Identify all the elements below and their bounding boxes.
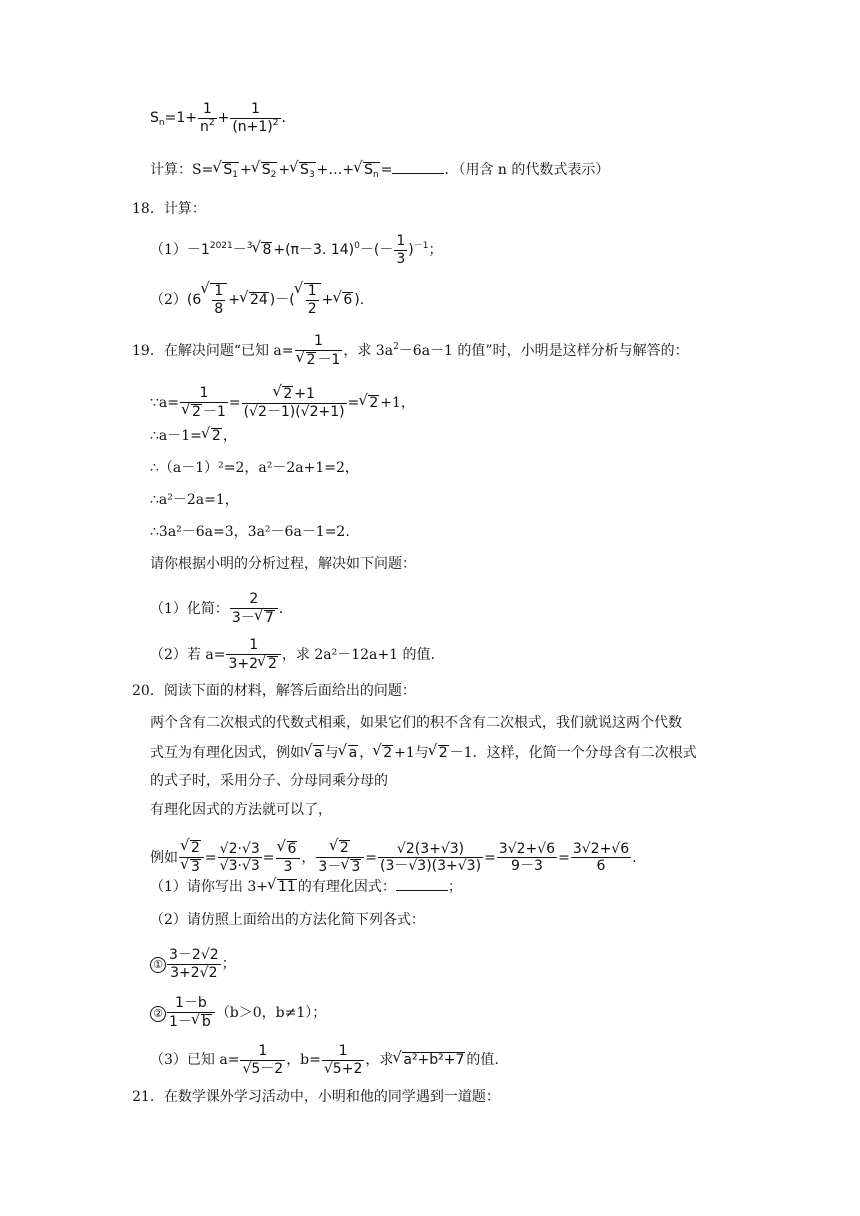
q19-s1-tail: +1， — [380, 395, 415, 412]
q19-intro-sup: 2 — [393, 342, 399, 353]
q20-part1 — [150, 879, 462, 895]
q20-p1-sqrt11: √ 11 — [268, 879, 297, 895]
q19-s1-sqrt2: √ 2 — [359, 395, 379, 411]
q20-line4: 有理化因式的方法就可以了， — [150, 802, 332, 818]
calc-tail: ．（用含 n 的代数式表示） — [444, 162, 610, 178]
q20-l2-sqrt-a2: √ a — [339, 745, 359, 761]
q20-item2 — [150, 996, 326, 1030]
q18-p1-tail: －(－ — [359, 242, 394, 259]
q19-step4: ∴a²－2a=1， — [150, 492, 239, 508]
q19-s2-sqrt2: √ 2 — [202, 428, 222, 444]
q20-l2-sqrt2-a: √ 2 — [373, 745, 393, 761]
sqrt-sn: √ $S_n$ — [354, 162, 380, 178]
q20-line1: 两个含有二次根式的代数式相乘，如果它们的积不含有二次根式，我们就说这两个代数 — [150, 715, 682, 731]
q18-p1-pi-sup: 0 — [354, 241, 360, 252]
q20-ex-frac-d: √ $\frac{2}{3-√ 3}$ — [316, 840, 364, 876]
q20-p3-sqrt: √ a²+b²+7 — [393, 1052, 465, 1068]
q19-part2 — [150, 638, 435, 672]
q20-ex-frac-c: √ $\frac{6}{3}$ — [276, 841, 301, 875]
q20-part3 — [150, 1044, 499, 1076]
q18-p2-end: ). — [354, 292, 365, 309]
q20-line2 — [150, 745, 697, 761]
q18-p1-close-sup: －1 — [413, 241, 429, 252]
sqrt-s2: √ $S_2$ — [252, 162, 278, 178]
q20-l2-sqrt-a1: √ a — [304, 745, 324, 761]
q19-p2-tail: ，求 2a²－12a+1 的值. — [281, 647, 435, 664]
q20-p3-frac-a: $\frac{1}{√5-2}$ — [242, 1043, 284, 1077]
q20-item2-end: （b＞0，b≠1）； — [215, 1005, 327, 1022]
q19-p1-end: . — [278, 601, 284, 618]
q20-l2-c: ， — [359, 745, 374, 761]
q19-s1-eq2: = — [347, 395, 360, 412]
q19-part1 — [150, 592, 283, 626]
q18-part2: （2）(6 √ $\frac{1}{8}$ +√ 24 )－( √ $\frac{1}{2}$ +√ 6 ). — [150, 283, 364, 316]
q19-p1-frac: $\frac{2}{3-√ 7}$ — [230, 592, 278, 626]
q20-p1-end: ； — [447, 879, 462, 895]
q18-p2-sqrt-frac1: √ $\frac{1}{8}$ — [201, 283, 227, 316]
q19-p2-label: （2）若 a= — [150, 647, 226, 664]
sn-frac-1-den-sup: 2 — [208, 117, 215, 128]
q20-l2-e: －1．这样，化简一个分母含有二次根式 — [449, 745, 697, 761]
q21-title: 21．在数学课外学习活动中，小明和他的同学遇到一道题： — [132, 1089, 500, 1105]
sn-frac-1-den — [198, 119, 217, 135]
sn-eq: =1+ — [164, 110, 197, 127]
sn-formula — [150, 102, 286, 134]
q18-p1-sup: 2021 — [209, 241, 233, 252]
q20-item1 — [150, 948, 236, 980]
q20-title: 20．阅读下面的材料，解答后面给出的问题： — [132, 683, 416, 699]
q20-item2-frac: $\frac{1-b}{1-√ b}$ — [167, 996, 215, 1030]
q19-intro-c: －6a－1 的值”时，小明是这样分析与解答的： — [398, 343, 689, 360]
sqrt-s1: √ $S_1$ — [213, 162, 239, 178]
q18-p2-label: （2） — [150, 292, 187, 309]
q18-p1-cbrt-index: 3 — [246, 241, 253, 252]
q20-ex-frac-a: √ 2 √ 3 — [179, 840, 204, 876]
sn-sub: n — [158, 118, 165, 129]
q19-ask: 请你根据小明的分析过程，解决如下问题： — [150, 556, 416, 572]
q18-p1-frac: $\frac{1}{3}$ — [396, 233, 406, 267]
q20-item1-end: ； — [221, 956, 236, 973]
q19-s1-frac2: √ $\frac{2 +1}{(√2-1)(√2+1)}$ — [242, 386, 347, 420]
q20-l2-sqrt2-b: √ 2 — [429, 745, 449, 761]
q18-p1-end: ； — [428, 242, 443, 259]
circled-1: ① — [150, 957, 166, 973]
q20-l2-d: +1与 — [394, 745, 429, 761]
q18-p1-cbrt: √ 8 — [252, 242, 272, 258]
q20-line3: 的式子时，采用分子、分母同乘分母的 — [150, 773, 388, 789]
q18-p2-sqrt6: √ 6 — [333, 292, 353, 308]
q20-p1-a: （1）请你写出 3+ — [150, 879, 268, 895]
sn-frac-2-den — [230, 119, 280, 135]
q19-step5: ∴3a²－6a=3，3a²－6a－1=2. — [150, 524, 350, 540]
calc-line: 计算：S=√ $S_1$ +√ $S_2$ +√ $S_3$ +…+√ $S_n$ = ．（用含 n 的代数式表示） — [150, 162, 609, 178]
q19-intro-frac: 1 √ 2 －1 — [295, 334, 343, 368]
q19-intro-a: 19．在解决问题“已知 a= — [132, 343, 294, 360]
q18-p2-sqrt24: √ 24 — [240, 292, 269, 308]
q19-s1-frac1: 1 √ 2 －1 — [180, 386, 228, 420]
q18-p1-mid: － — [232, 242, 247, 259]
q18-p2-sqrt-frac2: √ $\frac{1}{2}$ — [295, 283, 321, 316]
q20-p1-b: 的有理化因式： — [297, 879, 396, 895]
q18-p2-plus: + — [228, 292, 240, 309]
sn-frac-1 — [198, 102, 217, 134]
q18-title: 18．计算： — [132, 201, 206, 217]
q18-p1-pi: +(π－3. 14) — [273, 242, 355, 259]
q18-p1-expr: －1 — [186, 242, 210, 259]
q20-ex-lead: 例如 — [150, 849, 178, 866]
q20-ex-frac-e: $\frac{√2(3+√3)}{(3-√3)(3+√3)}$ — [380, 840, 482, 875]
q19-step3: ∴（a－1）²=2，a²－2a+1=2， — [150, 460, 359, 476]
answer-blank-q20[interactable] — [396, 890, 448, 891]
q20-p3-b: ，b= — [286, 1052, 321, 1069]
q20-l2-and: 与 — [324, 745, 339, 761]
sn-frac-2-den-sup: 2 — [272, 117, 279, 128]
q19-s1-a: ∵a= — [150, 395, 179, 412]
sn-frac-1-num: 1 — [198, 102, 217, 119]
q20-part2: （2）请仿照上面给出的方法化简下列各式： — [150, 912, 425, 928]
sn-symbol: S — [150, 110, 159, 127]
q20-p3-a: （3）已知 a= — [150, 1052, 240, 1069]
sn-period: . — [281, 110, 286, 127]
q20-ex-frac-g: $\frac{3√2+√6}{6}$ — [572, 840, 630, 875]
q19-p2-frac: $\frac{1}{3+2√ 2}$ — [226, 638, 280, 672]
q19-intro — [132, 334, 689, 368]
sn-frac-2-num: 1 — [230, 102, 280, 119]
q19-s2-end: ， — [222, 428, 237, 444]
q19-step1 — [150, 386, 415, 420]
q20-ex-frac-b: $\frac{√2\cdot√3}{√3\cdot√3}$ — [219, 840, 260, 875]
q20-p3-c: ，求 — [365, 1052, 394, 1069]
sn-frac-2 — [230, 102, 280, 134]
sn-plus: + — [217, 110, 230, 127]
sn-frac-1-den-base: n — [199, 118, 209, 135]
q19-p1-label: （1）化简： — [150, 601, 229, 618]
q20-p3-end: 的值. — [466, 1052, 499, 1069]
q20-item1-frac: $\frac{3-2√2}{3+2√2}$ — [169, 947, 219, 981]
q20-l2-a: 式互为有理化因式，例如 — [150, 745, 304, 761]
q18-part1 — [150, 234, 442, 266]
q19-s1-eq: = — [228, 395, 241, 412]
answer-blank-top[interactable] — [392, 173, 444, 174]
calc-label: 计算：S= — [150, 162, 214, 178]
q18-p1-label: （1） — [150, 242, 187, 259]
q19-s2: ∴a－1= — [150, 428, 202, 444]
sqrt-s3: √ $S_3$ — [290, 162, 316, 178]
q18-p1-close: ) — [408, 242, 414, 259]
sn-frac-2-den-base: (n+1) — [232, 118, 273, 135]
q19-step2 — [150, 428, 237, 444]
q18-p2-open: (6 — [186, 292, 202, 309]
q20-p3-frac-b: $\frac{1}{√5+2}$ — [323, 1043, 363, 1077]
q18-p2-mid: )－( — [269, 292, 295, 309]
q20-ex-frac-f: $\frac{3√2+√6}{9-3}$ — [498, 840, 556, 875]
calc-dots: +…+ — [316, 162, 355, 178]
q20-example: 例如 √ 2 √ 3 = $\frac{√2\cdot√3}{√3\cdot√3}$ = √ $\frac{6}{3}$ ， √ $\frac{2}{3-√ 3}$ = $\frac{√2(3+√3)}{(3-√3)(3+√3)}$ = $\frac{3√2+√6}{9-3}$ = $\frac{3√2+√6}{6}$ . — [150, 840, 637, 876]
circled-2: ② — [150, 1006, 166, 1022]
q19-intro-b: ，求 3a — [343, 343, 394, 360]
